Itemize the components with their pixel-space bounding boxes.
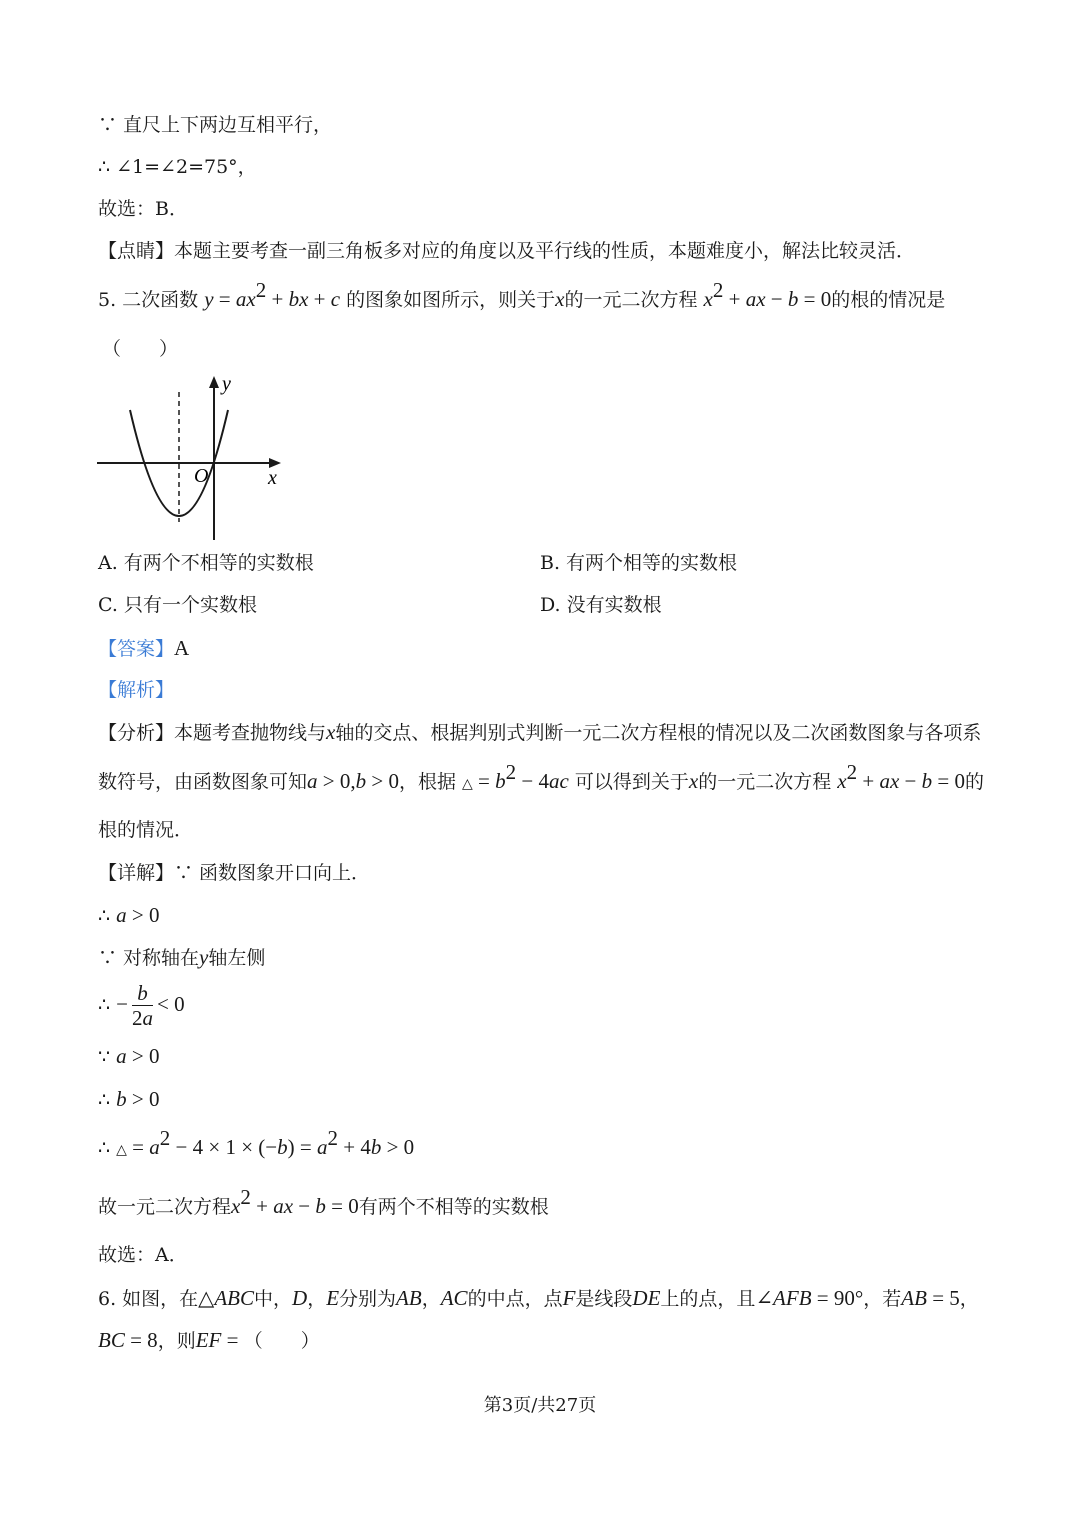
question-6-cont: BC = 8，则EF = （ ） bbox=[98, 1328, 320, 1352]
detail-d1: 【详解】∵ 函数图象开口向上． bbox=[98, 862, 371, 884]
answer-line bbox=[98, 635, 189, 662]
question-6: 6. 如图，在△ABC中，D，E分别为AB，AC的中点，点F是线段DE上的点，且∠AFB = 90°，若AB = 5， bbox=[98, 1286, 979, 1310]
choice-d: D. 没有实数根 bbox=[540, 594, 662, 616]
text-line: ∵ 直尺上下两边互相平行， bbox=[98, 114, 333, 136]
question-5: 5. 二次函数 $y = ax^2$ + bx + c 的图象如图所示，则关于x的一元二次方程 $x^2$ + ax − b = 0的根的情况是 bbox=[98, 278, 946, 311]
answer-label: 【答案】 bbox=[98, 638, 175, 660]
text-line: 【点睛】本题主要考查一副三角板多对应的角度以及平行线的性质，本题难度小，解法比较灵活． bbox=[98, 240, 916, 262]
answer-value: A bbox=[174, 636, 190, 660]
parabola-figure bbox=[92, 372, 292, 548]
analysis-p1: 【分析】本题考查抛物线与x轴的交点、根据判别式判断一元二次方程根的情况以及二次函数图象与各项系 bbox=[98, 720, 982, 744]
detail-d5: ∵ a > 0 bbox=[98, 1044, 160, 1068]
detail-d7: ∴ △ = $a^2 - 4 \times 1 \times (-b) = a^2 + 4b > 0$ bbox=[98, 1126, 415, 1159]
detail-d2: ∴ a > 0 bbox=[98, 903, 160, 927]
conclusion: 故一元二次方程$x^2$ + ax − b = 0有两个不相等的实数根 bbox=[98, 1185, 549, 1218]
select-answer: 故选：A． bbox=[98, 1244, 188, 1266]
origin-label: O bbox=[194, 465, 209, 487]
choice-c: C. 只有一个实数根 bbox=[98, 594, 257, 616]
y-axis-arrow bbox=[209, 376, 219, 388]
question-paren: （ ） bbox=[102, 338, 179, 360]
analysis-p3: 根的情况． bbox=[98, 819, 194, 841]
choice-b: B. 有两个相等的实数根 bbox=[540, 552, 738, 574]
detail-d4: ∴ − $\frac{b}{2a}$ < 0 bbox=[98, 981, 185, 1030]
y-axis-label: y bbox=[222, 373, 231, 395]
text-line: 故选：B． bbox=[98, 198, 188, 220]
analysis-p2: 数符号，由函数图象可知a > 0,b > 0，根据 △ = $b^2 - 4ac$ 可以得到关于x的一元二次方程 $x^2$ + ax − b = 0的 bbox=[98, 760, 984, 793]
x-axis-label: x bbox=[268, 467, 277, 489]
text-line: ∴ ∠1=∠2=75°， bbox=[98, 156, 257, 178]
detail-d6: ∴ b > 0 bbox=[98, 1087, 160, 1111]
page-footer: 第3页/共27页 bbox=[483, 1395, 597, 1416]
analysis-label: 【解析】 bbox=[98, 679, 175, 701]
choice-a: A. 有两个不相等的实数根 bbox=[98, 552, 314, 574]
detail-d3: ∵ 对称轴在y轴左侧 bbox=[98, 945, 266, 969]
